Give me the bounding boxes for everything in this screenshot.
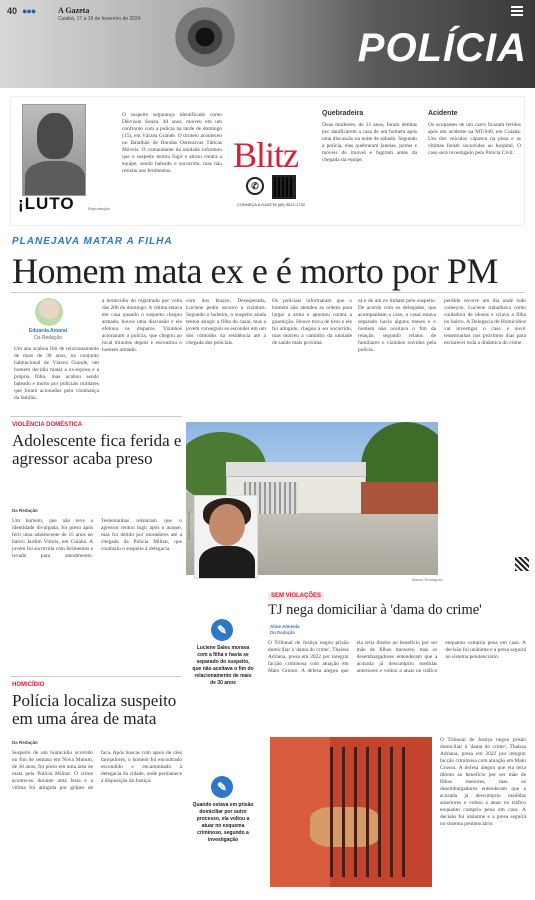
- mugshot-credit: Reprodução: [88, 206, 110, 211]
- eye-illustration: [150, 2, 260, 72]
- section-label: SEM VIOLAÇÕES: [268, 592, 324, 600]
- blitz-lead-body: O suspeito segurança identificado como Dêivison Souza, 40 anos, morreu em um confronto com a polícia na tarde de domingo (15), em Várzea Grande. O tiroteio aconteceu no Batalhão de Rondas Ostensivas Táticas Móveis. O comandante da unidade informou que o suspeito tentou fugir e atirou contra a equipe, sendo baleado e socorrido, mas não resistiu aos ferimentos.: [122, 112, 222, 174]
- page-number: 40: [7, 6, 18, 16]
- quote-icon: ✎: [211, 776, 233, 798]
- portrait-credit: Arquivo pessoal: [186, 511, 191, 540]
- story-byline: Da Redação: [12, 740, 38, 745]
- main-kicker: PLANEJAVA MATAR A FILHA: [12, 236, 173, 247]
- section-header-banner: [0, 0, 535, 88]
- story-headline: Adolescente fica ferida e agressor acaba preso: [12, 431, 182, 469]
- author-avatar: [35, 298, 63, 326]
- dateline: Cuiabá, 17 a 19 de fevereiro de 2024: [58, 16, 141, 22]
- mugshot-head: [37, 113, 73, 159]
- mugshot-photo: [22, 104, 86, 196]
- story-column: perdido recorre um dia onde tudo começou. Luciene trabalhava como cuidadora de idosos e criava a filha no bairro. A Delegacia de Homicídios vai investigar o caso e ouvir testemunhas nos próximos dias para esclarecer toda a dinâmica do crime.: [444, 298, 526, 346]
- story-byline: Da Redação: [12, 508, 38, 513]
- blitz-logo: Blitz: [233, 135, 298, 175]
- portrait-face: [209, 504, 245, 546]
- divider: [10, 292, 525, 293]
- prison-cell-photo: [270, 737, 432, 887]
- story-byline: Aline Almeida: [270, 624, 300, 629]
- story-body: O Tribunal de Justiça negou prisão domiciliar à 'dama do crime', Thaíssa Adriana, presa em 2022 por integrar facção criminosa com atuação em Mato Grosso. A defesa alegou que ela teria direito ao benefício por ser mãe de filhos menores, mas os desembargadores entenderam que a acusada já descumpriu medidas anteriores e voltou a atuar no tráfico enquanto cumpria pena em casa. A decisão foi unânime e a presa seguirá no sistema penitenciário.: [268, 640, 526, 674]
- divider: [10, 416, 182, 417]
- story-body-continued-text: O Tribunal de Justiça negou prisão domiciliar à 'dama do crime', Thaíssa Adriana, presa em 2022 por integrar facção criminosa com atuação em Mato Grosso. A defesa alegou que ela teria direito ao benefício por ser mãe de filhos menores, mas os desembargadores entenderam que a acusada já descumpriu medidas anteriores e voltou a atuar no tráfico enquanto cumpria pena em casa. A decisão foi unânime e a presa seguirá no sistema penitenciário.: [440, 737, 526, 827]
- pull-quote: Quando estava em prisão domiciliar por outro processo, ela voltou a atuar no esquema criminoso, segundo a investigação: [192, 802, 254, 843]
- brief-title: Quebradeira: [322, 110, 364, 117]
- story-headline: Polícia localiza suspeito em uma área de mata: [12, 691, 177, 729]
- brief-text: Os ocupantes de um carro ficaram feridos após um acidente na MT-040, em Cuiabá. Um dos veículos capotou na pista e as vítimas foram socorridas ao hospital. O caso será investigado pela Polícia Civil.: [428, 122, 521, 156]
- brief-text: Duas mulheres, de 31 anos, foram detidas por danificarem a casa de um homem após uma discussão na noite de sábado. Segundo a polícia, elas quebraram janelas, portas e móveis do imóvel e fugiram antes da chegada da equipe.: [322, 122, 417, 163]
- story-body-continued: [440, 737, 526, 889]
- victim-portrait: [194, 495, 258, 579]
- story-column: com dos braços. Desesperada, Luciene pediu socorro a vizinhos. Segundo o boletim, o suspeito ainda tentou atingir a filha do casal, mas a jovem conseguiu se esconder em um dos cômodos da residência até a chegada dos policiais.: [186, 298, 266, 346]
- story-byline-role: Da Redação: [270, 630, 296, 635]
- brief-title: Acidente: [428, 110, 458, 117]
- section-label: VIOLÊNCIA DOMÉSTICA: [12, 422, 83, 428]
- cell-bars: [330, 747, 410, 877]
- luto-label: [18, 194, 75, 214]
- photo-credit: Mauro Rodrigues: [412, 577, 443, 582]
- main-headline: Homem mata ex e é morto por PM: [12, 251, 498, 291]
- story-body: Um homem, que não teve a identidade divulgada, foi preso após ferir uma adolescente de 15 anos no bairro Jardim Vitória, em Cuiabá. A jovem foi socorrida com ferimentos e levada para atendimento. Testemunhas relataram que o agressor tentou fugir após o ataque, mas foi detido por moradores até a chegada da Polícia Militar, que conduziu o suspeito à delegacia.: [12, 518, 182, 559]
- story-headline: TJ nega domiciliar à 'dama do crime': [268, 602, 482, 618]
- luto-text: LUTO: [24, 194, 75, 213]
- quote-icon: ✎: [211, 619, 233, 641]
- story-column: Os policiais informaram que o homem não atendeu as ordens para largar a arma e apontou contra a guarnição. Houve troca de tiros e ele foi atingido, chegou a ser socorrido, mas morreu a caminho da unidade de saúde mais próxima.: [272, 298, 352, 346]
- pull-quote: Luciene Sales morava com a filha e havia se separado do suspeito, que não aceitava o fim do relacionamento de mais de 30 anos: [192, 645, 254, 686]
- whatsapp-icon[interactable]: ✆: [246, 177, 264, 195]
- story-column: a homicídio do registrado por volta das 20h do domingo. A vítima estava em casa quando o suspeito chegou armado, houve uma discussão e ele efetuou os disparos. Vizinhos acionaram a polícia, que chegou ao local minutos depois e encontrou o homem armado.: [102, 298, 182, 353]
- author-role: Da Redação: [34, 335, 62, 341]
- section-title: POLÍCIA: [357, 26, 527, 70]
- section-label: HOMICÍDIO: [12, 682, 45, 688]
- portrait-body: [199, 546, 255, 579]
- qr-code-icon[interactable]: [272, 175, 296, 199]
- story-column: sá e de um ex tinham pelo suspeito. De acordo com os delegados, que acompanham o caso, o casal estava separado havia alguns meses e o homem não aceitava o fim da relação, segundo relatos de familiares e vizinhos ouvidos pela polícia.: [358, 298, 436, 353]
- newspaper-brand: A Gazeta: [58, 6, 90, 15]
- brand-dots-icon: ●●●: [22, 6, 36, 16]
- luto-mark: ¡: [18, 194, 25, 213]
- mugshot-body: [25, 161, 85, 196]
- story-body: Suspeito de um homicídio ocorrido no fim de semana em Nova Mutum, de 30 anos, foi preso em uma área de mata pela Polícia Militar. O crime aconteceu durante uma festa e a vítima foi atingida por golpes de faca. Após buscas com apoio de cães farejadores, o homem foi encontrado escondido e encaminhado à delegacia da cidade, onde permanece à disposição da Justiça.: [12, 750, 182, 791]
- divider: [10, 676, 182, 677]
- story-column: Um ano acabou fim de relacionamento de mais de 30 anos, no conjunto habitacional de Várzea Grande, um homem decidiu matar a ex-esposa e a própria filha, mas acabou sendo baleado e morto por policiais militares que foram acionados pela vizinhança da família.: [14, 346, 99, 401]
- author-name: Eduarda Amaral: [28, 328, 68, 334]
- menu-icon[interactable]: [511, 6, 523, 16]
- qr-code-icon[interactable]: [515, 557, 529, 571]
- roof: [226, 462, 366, 476]
- whatsapp-caption: CONHEÇA A GAZETA (65) 3612-1732: [236, 202, 306, 207]
- blitz-lead-text: [122, 112, 222, 217]
